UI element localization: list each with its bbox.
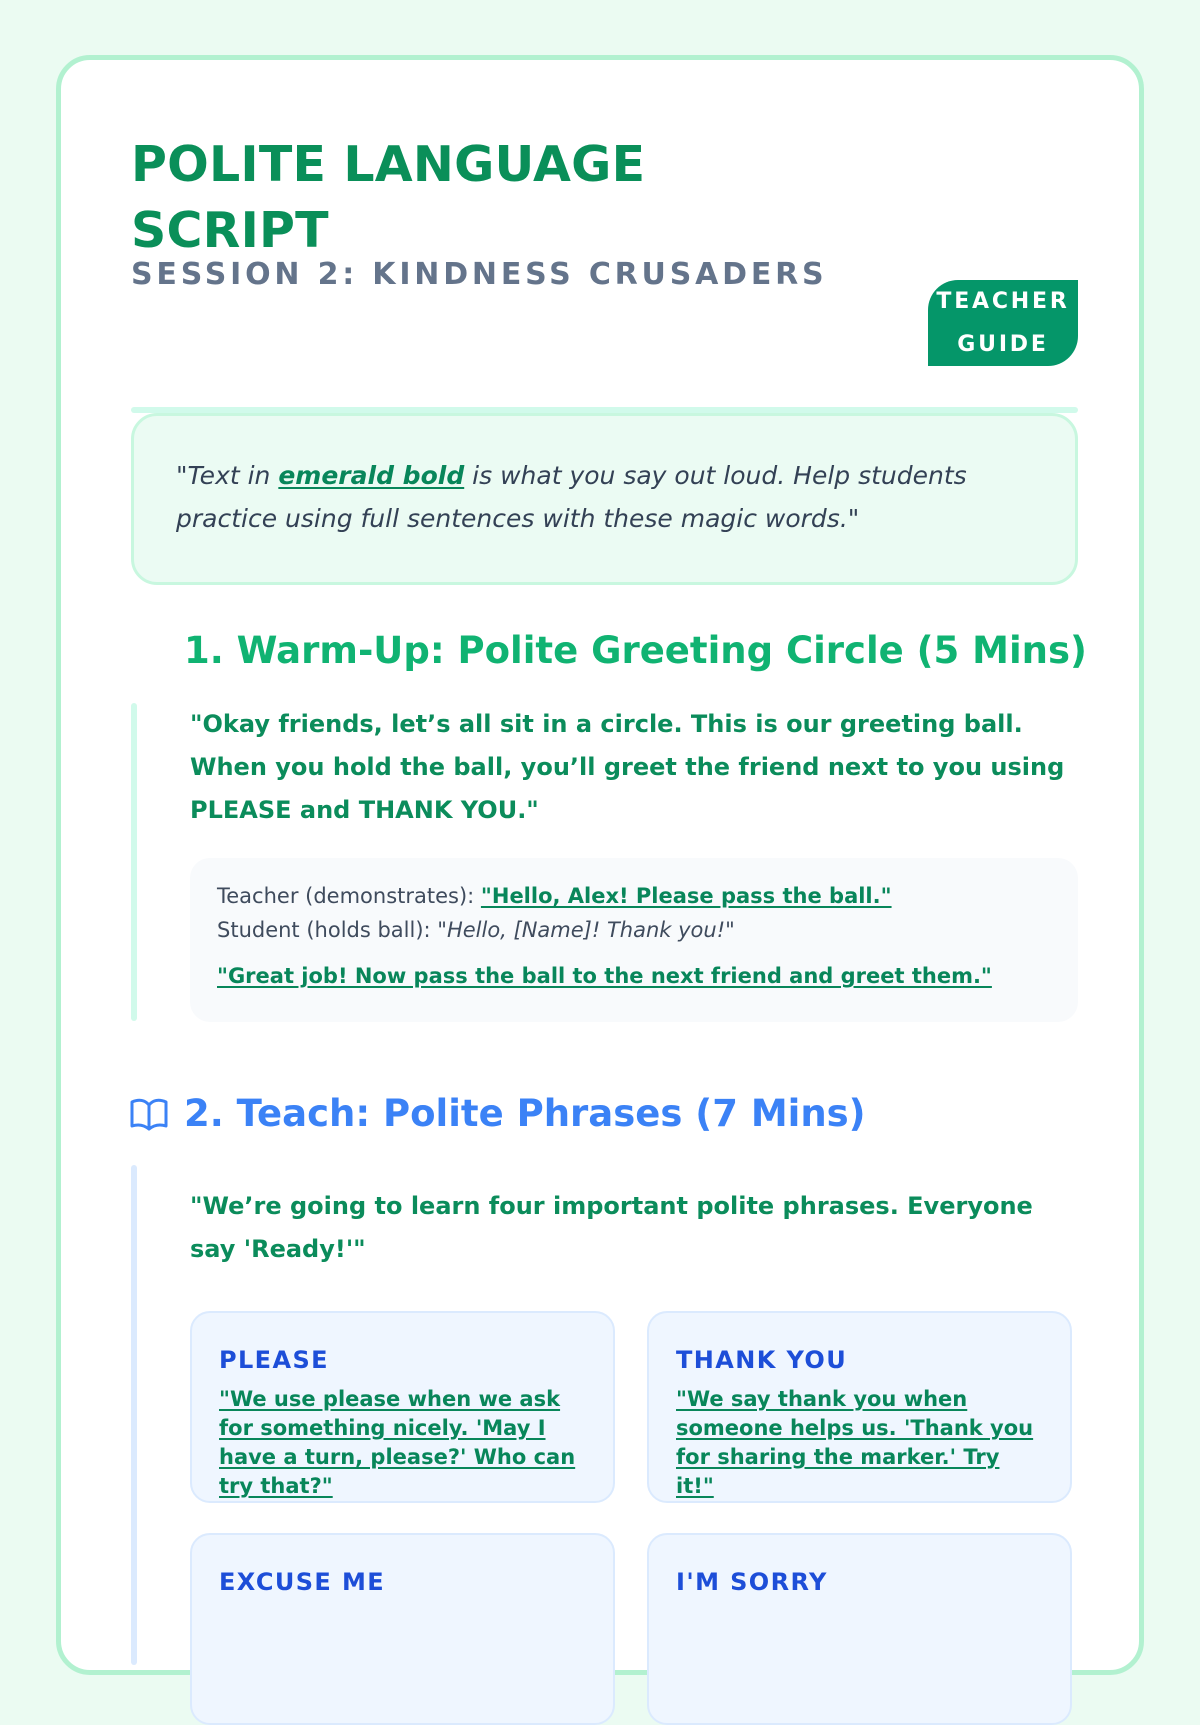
thank-you-phrase-card [647,1311,1072,1503]
phrase-title: THANK YOU [676,1346,848,1374]
instruction-note [131,413,1078,585]
follow-up-script-link[interactable]: "Great job! Now pass the ball to the next friend and greet them." [217,964,992,988]
excuse-me-phrase-card [190,1533,615,1725]
phrase-title: I'M SORRY [676,1568,828,1596]
warm-up-section-title: 1. Warm-Up: Polite Greeting Circle (5 Mins) [184,629,1087,672]
phrase-title: PLEASE [219,1346,329,1374]
teacher-guide-badge: TEACHER GUIDE [928,280,1078,366]
student-dialogue-line [217,914,735,947]
session-subtitle: SESSION 2: KINDNESS CRUSADERS [131,257,828,292]
teacher-label: Teacher (demonstrates): [217,884,475,908]
greeting-dialogue-example [190,858,1078,1022]
phrase-script-link[interactable]: "We say thank you when someone helps us. 'Thank you for sharing the marker.' Try it!" [676,1387,1034,1498]
instruction-prefix: "Text in [176,461,279,490]
teacher-script-link[interactable]: "Hello, Alex! Please pass the ball." [480,884,892,908]
emerald-bold-example: emerald bold [278,461,465,490]
student-response: "Hello, [Name]! Thank you!" [437,918,735,942]
teach-script: "We’re going to learn four important polite phrases. Everyone say 'Ready!'" [190,1192,1033,1263]
teacher-dialogue-line [217,880,892,913]
teach-section-rail [131,1165,137,1665]
page-title: POLITE LANGUAGE SCRIPT [131,136,646,259]
script-card [56,55,1144,1675]
im-sorry-phrase-card [647,1533,1072,1725]
instruction-suffix: is what you say out loud. Help students practice using full sentences with these magic words." [176,461,967,533]
student-label: Student (holds ball): [217,918,431,942]
book-icon [129,1098,169,1132]
follow-up-dialogue-line [217,960,992,993]
phrase-title: EXCUSE ME [219,1568,386,1596]
teach-section-title: 2. Teach: Polite Phrases (7 Mins) [184,1092,866,1135]
warm-up-script: "Okay friends, let’s all sit in a circle. This is our greeting ball. When you hold the ball, you’ll greet the friend next to you using PLEASE and THANK YOU." [190,710,1065,824]
phrase-script-link[interactable]: "We use please when we ask for something nicely. 'May I have a turn, please?' Who can try that?" [219,1387,576,1498]
warm-up-section-rail [131,703,137,1021]
please-phrase-card [190,1311,615,1503]
document-header [131,124,1078,357]
